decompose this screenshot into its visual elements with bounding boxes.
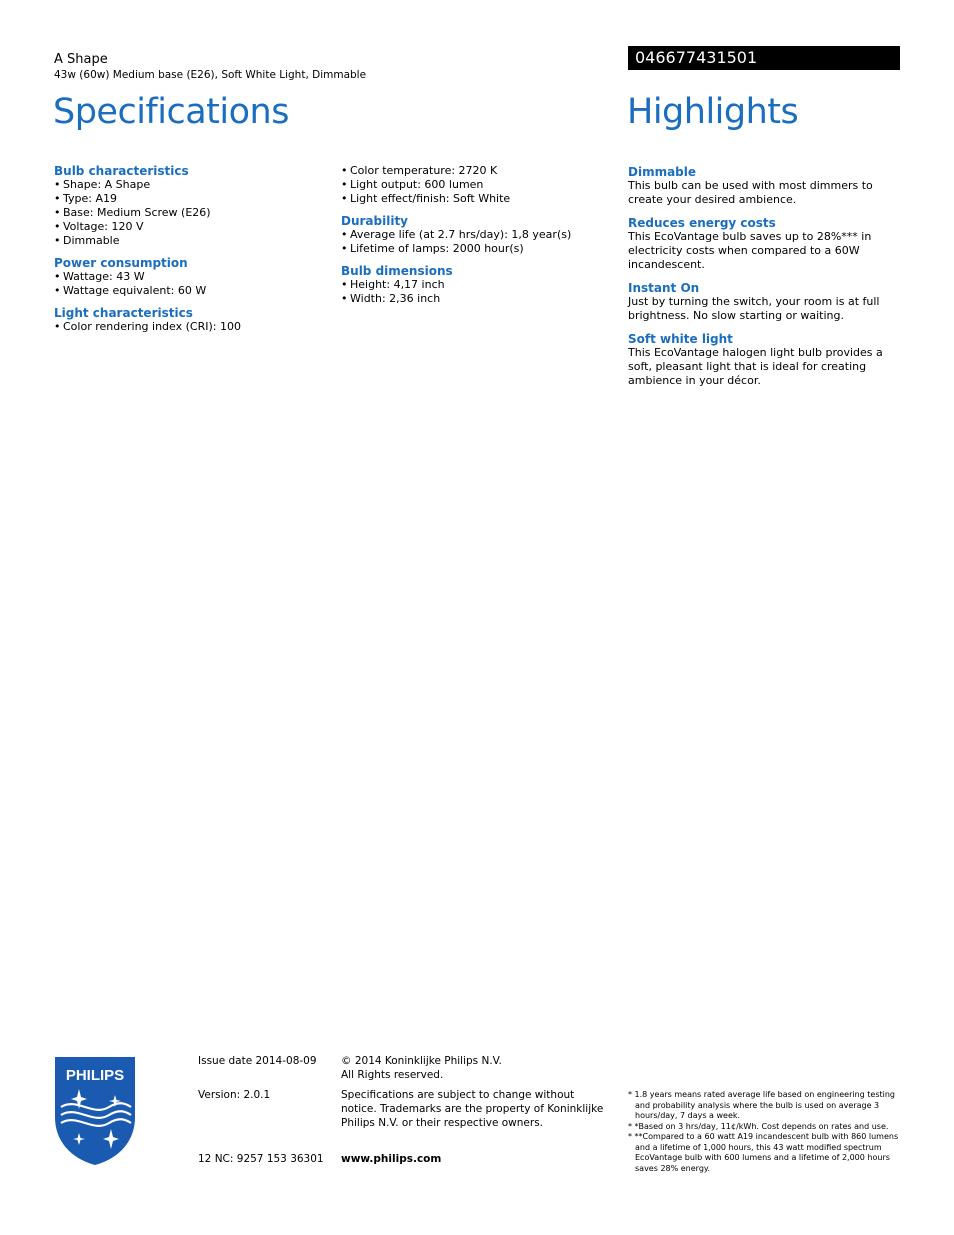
spec-item: • Color rendering index (CRI): 100 [54, 320, 324, 334]
spec-item: • Shape: A Shape [54, 178, 324, 192]
spec-item: • Average life (at 2.7 hrs/day): 1,8 year(s) [341, 228, 611, 242]
spec-section-light-characteristics [54, 306, 324, 334]
spec-section-bulb-dimensions [341, 264, 611, 306]
spec-item: • Base: Medium Screw (E26) [54, 206, 324, 220]
version: Version: 2.0.1 [198, 1089, 271, 1101]
specs-column-1 [54, 164, 324, 342]
highlight-heading: Instant On [628, 281, 700, 295]
spec-section-heading: Light characteristics [54, 306, 193, 320]
spec-item: • Color temperature: 2720 K [341, 164, 611, 178]
product-name: A Shape [54, 52, 108, 67]
highlights-title: Highlights [627, 92, 799, 132]
footnote: * **Compared to a 60 watt A19 incandescent bulb with 860 lumens and a lifetime of 1,000 hours, this 43 watt modified spectrum EcoVantage bulb with 600 lumens and a lifetime of 2,000 hours saves 28% energy. [628, 1132, 899, 1173]
spec-item: • Dimmable [54, 234, 324, 248]
highlight-heading: Soft white light [628, 332, 733, 346]
copyright-block [341, 1054, 611, 1082]
highlight-instant-on [628, 281, 904, 323]
spec-section-heading: Bulb dimensions [341, 264, 453, 278]
spec-item: • Wattage: 43 W [54, 270, 324, 284]
spec-item: • Wattage equivalent: 60 W [54, 284, 324, 298]
product-subtitle: 43w (60w) Medium base (E26), Soft White Light, Dimmable [54, 69, 367, 81]
spec-item: • Light output: 600 lumen [341, 178, 611, 192]
footnotes [628, 1090, 902, 1174]
specs-column-2 [341, 164, 611, 314]
product-code: 046677431501 [628, 46, 900, 70]
spec-item: • Light effect/finish: Soft White [341, 192, 611, 206]
spec-section-bulb-characteristics [54, 164, 324, 248]
spec-section-heading: Bulb characteristics [54, 164, 189, 178]
highlight-energy [628, 216, 904, 272]
specs-notice: Specifications are subject to change without notice. Trademarks are the property of Koninklijke Philips N.V. or their respective owners. [341, 1089, 604, 1129]
highlight-heading: Dimmable [628, 165, 697, 179]
spec-section-durability [341, 214, 611, 256]
spec-item: • Height: 4,17 inch [341, 278, 611, 292]
spec-item: • Width: 2,36 inch [341, 292, 611, 306]
highlight-text: Just by turning the switch, your room is at full brightness. No slow starting or waiting. [628, 295, 880, 322]
nc-number: 12 NC: 9257 153 36301 [198, 1153, 324, 1165]
spec-section-light-characteristics-cont [341, 164, 611, 206]
spec-item: • Lifetime of lamps: 2000 hour(s) [341, 242, 611, 256]
highlights-column [628, 165, 904, 397]
highlight-dimmable [628, 165, 904, 207]
highlight-text: This EcoVantage halogen light bulb provides a soft, pleasant light that is ideal for creating ambience in your décor. [628, 346, 883, 387]
highlight-heading: Reduces energy costs [628, 216, 776, 230]
spec-section-power-consumption [54, 256, 324, 298]
highlight-text: This EcoVantage bulb saves up to 28%*** in electricity costs when compared to a 60W incandescent. [628, 230, 872, 271]
footnote: * 1.8 years means rated average life based on engineering testing and probability analysis where the bulb is used on average 3 hours/day, 7 days a week. [628, 1090, 895, 1120]
issue-date: Issue date 2014-08-09 [198, 1055, 317, 1067]
highlight-soft-white [628, 332, 904, 388]
logo-text: PHILIPS [65, 1067, 125, 1084]
website-link[interactable]: www.philips.com [341, 1153, 442, 1165]
philips-logo [53, 1055, 137, 1167]
spec-section-heading: Power consumption [54, 256, 188, 270]
spec-item: • Voltage: 120 V [54, 220, 324, 234]
specifications-title: Specifications [53, 92, 289, 132]
spec-item: • Type: A19 [54, 192, 324, 206]
copyright: © 2014 Koninklijke Philips N.V. [341, 1055, 502, 1067]
highlight-text: This bulb can be used with most dimmers to create your desired ambience. [628, 179, 873, 206]
footnote: * *Based on 3 hrs/day, 11¢/kWh. Cost depends on rates and use. [628, 1121, 889, 1131]
spec-section-heading: Durability [341, 214, 409, 228]
rights: All Rights reserved. [341, 1069, 444, 1081]
